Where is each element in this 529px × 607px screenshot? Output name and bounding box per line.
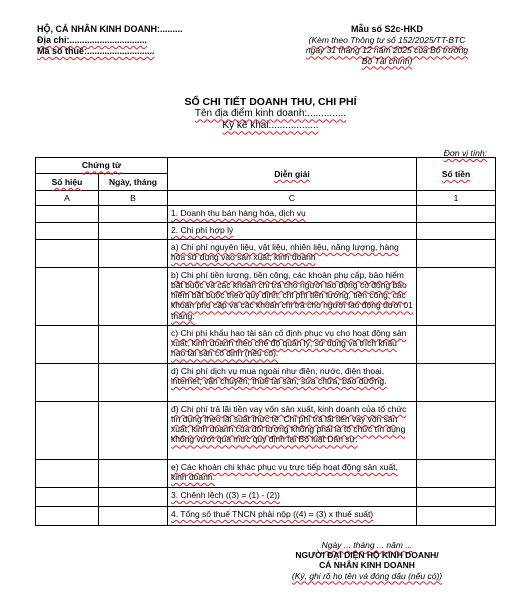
table-row — [36, 206, 496, 223]
form-note-2: ngày 31 tháng 12 năm 2025 của Bộ trưởng — [305, 45, 469, 56]
column-code: A — [36, 191, 99, 206]
amount-cell[interactable] — [417, 364, 496, 402]
address-line: Địa chỉ:............................... — [37, 34, 148, 45]
amount-cell[interactable] — [417, 507, 496, 526]
table-header-row — [36, 158, 496, 174]
table-row — [36, 223, 496, 240]
table-row — [36, 402, 496, 460]
table-row — [36, 268, 496, 326]
form-note-1: (Kèm theo Thông tư số 152/2025/TT-BTC — [308, 34, 466, 45]
revenue-expense-table — [35, 157, 496, 526]
row-description: a) Chi phí nguyên liệu, vật liệu, nhiên liệu, năng lượng, hàng hóa sử dụng vào sản xuất, kinh doanh — [168, 240, 417, 268]
currency-unit-label: Đơn vị tính: — [443, 148, 487, 158]
amount-cell[interactable] — [417, 223, 496, 240]
amount-cell[interactable] — [417, 206, 496, 223]
voucher-date-cell[interactable] — [99, 364, 168, 402]
voucher-date-cell[interactable] — [99, 488, 168, 507]
business-info — [37, 24, 183, 57]
voucher-number-cell[interactable] — [36, 460, 99, 488]
tax-code-line: Mã số thuế:........................... — [37, 45, 155, 56]
voucher-number-cell[interactable] — [36, 507, 99, 526]
row-description: đ) Chi phí trả lãi tiền vay vốn sản xuất, kinh doanh của tổ chức tín dụng theo lãi suất thực tế. Chi phí trả lãi tiền vay vốn sản xuất, kinh doanh của đối tượng không phải là tổ chức tín dụng không vượt quá mức quy định tại Bộ luật Dân sự. — [168, 402, 417, 460]
form-reference — [282, 24, 492, 66]
row-description: 2. Chi phí hợp lý — [168, 223, 417, 240]
amount-cell[interactable] — [417, 268, 496, 326]
voucher-number-cell[interactable] — [36, 402, 99, 460]
form-code: Mẫu số S2c-HKD — [350, 24, 423, 34]
filing-period-line: Kỳ kê khai:................. — [222, 120, 319, 132]
signature-instructions: (Ký, ghi rõ họ tên và đóng dấu (nếu có)) — [291, 570, 443, 581]
signature-block — [262, 540, 472, 581]
voucher-date-cell[interactable] — [99, 206, 168, 223]
voucher-date-cell[interactable] — [99, 223, 168, 240]
title-block — [0, 96, 529, 132]
voucher-number-cell[interactable] — [36, 488, 99, 507]
table-row — [36, 240, 496, 268]
table-row — [36, 488, 496, 507]
voucher-date-cell[interactable] — [99, 460, 168, 488]
row-description: 3. Chênh lệch ((3) = (1) - (2)) — [168, 488, 417, 507]
voucher-number-cell[interactable] — [36, 206, 99, 223]
voucher-date-cell[interactable] — [99, 240, 168, 268]
document-title: SỔ CHI TIẾT DOANH THU, CHI PHÍ — [184, 96, 357, 108]
row-description: d) Chi phí dịch vụ mua ngoài như điện, nước, điện thoại, internet, vận chuyển, thuê tài sản, sửa chữa, bảo dưỡng. — [168, 364, 417, 402]
row-description: 1. Doanh thu bán hàng hóa, dịch vụ — [168, 206, 417, 223]
business-name-line: HỘ, CÁ NHÂN KINH DOANH:......... — [37, 24, 183, 34]
description-header: Diễn giải — [168, 158, 417, 191]
amount-cell[interactable] — [417, 240, 496, 268]
form-note-3: Bộ Tài chính) — [361, 55, 413, 66]
signatory-role-line-1: NGƯỜI ĐẠI DIỆN HỘ KINH DOANH/ — [295, 550, 439, 561]
table-row — [36, 326, 496, 364]
voucher-number-cell[interactable] — [36, 268, 99, 326]
voucher-number-header: Số hiệu — [36, 174, 99, 191]
voucher-number-cell[interactable] — [36, 240, 99, 268]
column-code: C — [168, 191, 417, 206]
row-description: 4. Tổng số thuế TNCN phải nộp ((4) = (3) x thuế suất) — [168, 507, 417, 526]
amount-header: Số tiền — [417, 158, 496, 191]
signature-date-line: Ngày ... tháng ... năm ... — [321, 540, 413, 550]
column-code: 1 — [417, 191, 496, 206]
amount-cell[interactable] — [417, 402, 496, 460]
voucher-date-cell[interactable] — [99, 268, 168, 326]
table-row — [36, 507, 496, 526]
voucher-header: Chứng từ — [36, 158, 168, 174]
voucher-date-cell[interactable] — [99, 507, 168, 526]
amount-cell[interactable] — [417, 326, 496, 364]
amount-cell[interactable] — [417, 488, 496, 507]
table-row — [36, 364, 496, 402]
amount-cell[interactable] — [417, 460, 496, 488]
voucher-date-header: Ngày, tháng — [99, 174, 168, 191]
column-code-row — [36, 191, 496, 206]
row-description: b) Chi phí tiền lương, tiền công, các khoản phụ cấp, bảo hiểm bắt buộc và các khoản chi trả cho người lao động có đóng bảo hiểm bắt buộc theo quy định; chi phí tiền lương, tiền công, các khoản phụ cấp và các khoản chi trả cho người lao động dưới 01 tháng. — [168, 268, 417, 326]
voucher-number-cell[interactable] — [36, 223, 99, 240]
signatory-role-line-2: CÁ NHÂN KINH DOANH — [319, 560, 415, 571]
voucher-number-cell[interactable] — [36, 326, 99, 364]
voucher-date-cell[interactable] — [99, 326, 168, 364]
business-location-line: Tên địa điểm kinh doanh:.............. — [194, 108, 347, 120]
voucher-number-cell[interactable] — [36, 364, 99, 402]
column-code: B — [99, 191, 168, 206]
voucher-date-cell[interactable] — [99, 402, 168, 460]
table-row — [36, 460, 496, 488]
row-description: e) Các khoản chi khác phục vụ trực tiếp hoạt động sản xuất, kinh doanh. — [168, 460, 417, 488]
row-description: c) Chi phí khấu hao tài sản cố định phục vụ cho hoạt động sản xuất, kinh doanh theo chế độ quản lý, sử dụng và trích khấu hao tài sản cố định (nếu có). — [168, 326, 417, 364]
